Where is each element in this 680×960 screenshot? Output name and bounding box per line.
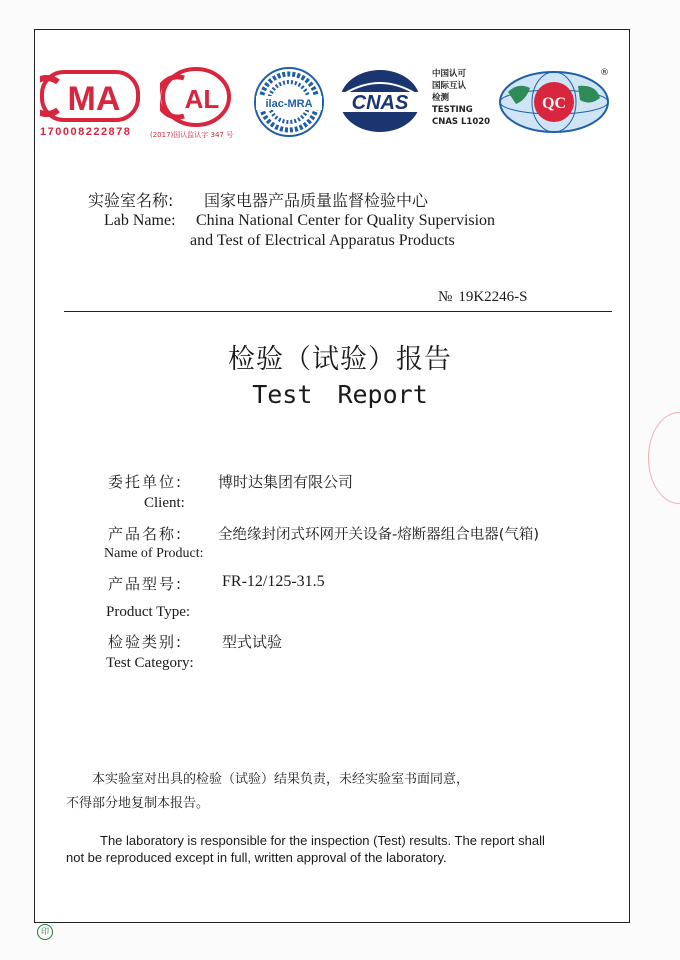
product-type-value: FR-12/125-31.5	[222, 573, 325, 590]
test-category-label-en: Test Category:	[106, 655, 194, 671]
cnas-line: TESTING	[432, 105, 473, 115]
cnas-accreditation-text	[432, 68, 502, 128]
cal-logo	[160, 66, 232, 128]
globe-certification-logo	[498, 70, 610, 134]
report-title-cn: 检验（试验）报告	[228, 344, 452, 375]
product-type-label-en: Product Type:	[106, 604, 191, 620]
cnas-line: 中国认可	[432, 69, 467, 79]
client-label-en: Client:	[144, 495, 185, 511]
cnas-logo-text: CNAS	[351, 92, 409, 114]
lab-name-value-en-line1: China National Center for Quality Supervision	[196, 212, 496, 229]
report-number-value: 19K2246-S	[458, 289, 528, 305]
divider	[64, 311, 612, 312]
globe-logo-text: QC	[542, 95, 566, 112]
notice-en-line1: The laboratory is responsible for the inspection (Test) results. The report shall	[100, 833, 545, 848]
cnas-line: 国际互认	[432, 81, 467, 91]
cnas-logo	[338, 68, 422, 134]
lab-name-value-cn: 国家电器产品质量监督检验中心	[204, 191, 429, 210]
client-label-cn: 委托单位:	[108, 473, 184, 491]
cnas-line: CNAS L1020	[432, 117, 491, 127]
notice-en-line2: not be reproduced except in full, written approval of the laboratory.	[66, 850, 447, 865]
ilac-mra-logo	[252, 66, 326, 138]
number-symbol: №	[438, 289, 453, 305]
cma-logo	[40, 68, 140, 124]
product-type-label-cn: 产品型号:	[108, 575, 184, 593]
registered-mark: ®	[600, 68, 609, 78]
lab-name-label-cn: 实验室名称:	[88, 191, 174, 210]
lab-name-label-en: Lab Name:	[104, 212, 176, 229]
cnas-line: 检测	[432, 93, 450, 103]
notice-cn-line2: 不得部分地复制本报告。	[66, 796, 210, 811]
ilac-mra-logo-text: ilac-MRA	[265, 98, 313, 110]
test-category-value: 型式试验	[222, 633, 283, 651]
product-name-value: 全绝缘封闭式环网开关设备-熔断器组合电器(气箱)	[218, 527, 540, 543]
product-name-label-en: Name of Product:	[104, 546, 204, 561]
test-category-label-cn: 检验类别:	[108, 633, 184, 651]
cma-code: 170008222878	[40, 126, 132, 138]
report-number	[438, 289, 527, 306]
print-mark-icon: 印	[37, 924, 53, 940]
product-name-label-cn: 产品名称:	[108, 525, 184, 543]
partial-seal-stamp	[648, 412, 680, 504]
client-value: 博时达集团有限公司	[218, 473, 354, 491]
notice-cn-line1: 本实验室对出具的检验（试验）结果负责，未经实验室书面同意，	[92, 772, 470, 787]
cma-logo-text: MA	[67, 80, 121, 118]
lab-name-value-en-line2: and Test of Electrical Apparatus Products	[190, 232, 455, 249]
report-title-en: Test Report	[252, 380, 428, 409]
cal-code: (2017)国认监认字 347 号	[150, 131, 234, 139]
cal-logo-text: AL	[184, 84, 220, 114]
